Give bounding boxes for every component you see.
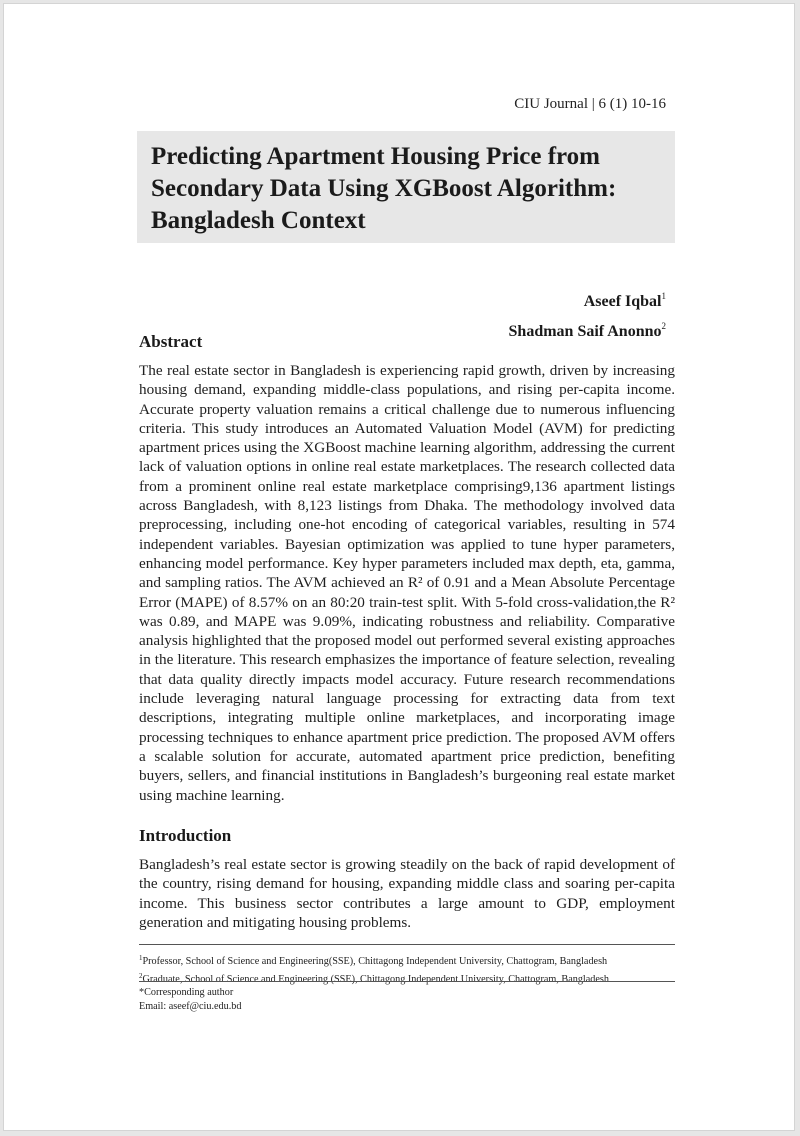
- author: [509, 314, 666, 344]
- introduction-heading: Introduction: [139, 826, 232, 845]
- paper-page: [3, 3, 795, 1131]
- footnote-text: Professor, School of Science and Engineering(SSE), Chittagong Independent University, Chattogram, Bangladesh: [142, 956, 608, 967]
- footnote-text: Graduate, School of Science and Engineering (SSE), Chittagong Independent University, Chattogram, Bangladesh: [142, 974, 609, 985]
- paper-title: Predicting Apartment Housing Price from Secondary Data Using XGBoost Algorithm: Bangladesh Context: [151, 143, 617, 234]
- footnote-divider: [139, 981, 675, 982]
- footnote-mark: 1: [139, 954, 143, 962]
- author-affiliation-mark: 2: [661, 321, 666, 331]
- author-name: Shadman Saif Anonno: [508, 323, 662, 340]
- author-affiliation-mark: 1: [661, 291, 666, 301]
- journal-reference: CIU Journal | 6 (1) 10-16: [514, 96, 666, 112]
- corresponding-author-label: *Corresponding author: [139, 987, 234, 998]
- abstract-heading: Abstract: [139, 332, 203, 351]
- author: [509, 284, 666, 314]
- footnote-mark: 2: [139, 972, 143, 980]
- correspondence: [139, 986, 679, 1014]
- abstract-text: The real estate sector in Bangladesh is experiencing rapid growth, driven by increasing housing demand, expanding middle-class populations, and rising per-capita income. Accurate property valuation remains a critical challenge due to numerous influencing criteria. This study introduces an Automated Valuation Model (AVM) for predicting apartment prices using the XGBoost machine learning algorithm, addressing the current lack of valuation options in online real estate marketplaces. The research collected data from a prominent online real estate marketplace comprising9,136 apartment listings across Bangladesh, with 8,123 listings from Dhaka. The methodology involved data preprocessing, including one-hot encoding of categorical variables, resulting in 574 independent variables. Bayesian optimization was applied to tune hyper parameters, enhancing model performance. Key hyper parameters included max depth, eta, gamma, and sampling ratios. The AVM achieved an R² of 0.91 and a Mean Absolute Percentage Error (MAPE) of 8.57% on an 80:20 train-test split. With 5-fold cross-validation,the R² was 0.89, and MAPE was 9.09%, indicating robustness and reliability. Comparative analysis highlighted that the proposed model out performed several existing approaches in the literature. This research emphasizes the importance of feature selection, revealing that data quality directly impacts model accuracy. Future research recommendations include leveraging natural language processing for extracting data from text descriptions, integrating multiple online marketplaces, and incorporating image processing techniques to enhance apartment price prediction. The proposed AVM offers a scalable solution for accurate, automated apartment price prediction, benefiting buyers, sellers, and financial institutions in Bangladesh’s burgeoning real estate market using machine learning.: [139, 362, 675, 804]
- footnote: [139, 969, 679, 987]
- footnote-divider: [139, 944, 675, 945]
- footnote: [139, 951, 679, 969]
- corresponding-email[interactable]: Email: aseef@ciu.edu.bd: [139, 1001, 242, 1012]
- author-name: Aseef Iqbal: [583, 293, 662, 310]
- author-list: [509, 284, 666, 344]
- title-box: [137, 131, 675, 243]
- introduction-text: Bangladesh’s real estate sector is growing steadily on the back of rapid development of the country, rising demand for housing, expanding middle class and soaring per-capita income. This business sector contributes a large amount to GDP, employment generation and mitigating housing problems.: [139, 856, 675, 931]
